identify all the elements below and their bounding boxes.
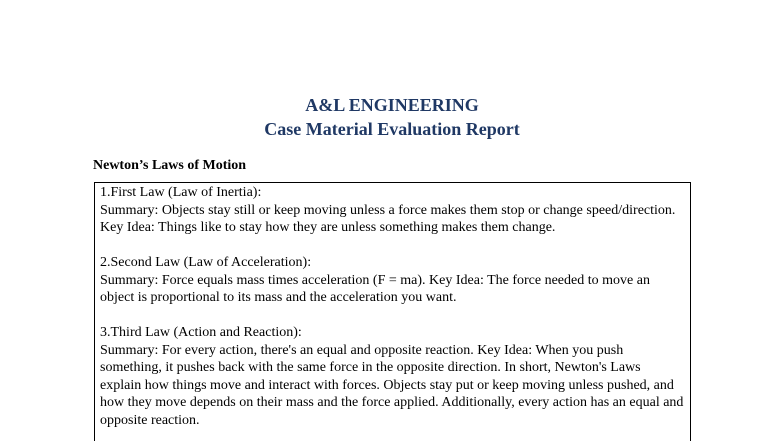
paragraph-spacer [100, 237, 685, 255]
law-2-title: 2.Second Law (Law of Acceleration): [100, 255, 312, 270]
report-title: Case Material Evaluation Report [264, 119, 520, 139]
laws-content-box [94, 182, 691, 441]
section-heading: Newton’s Laws of Motion [93, 158, 247, 173]
law-1-summary: Summary: Objects stay still or keep moving unless a force makes them stop or change speed/direction. Key Idea: Things like to stay how they are unless something makes them change. [100, 202, 676, 235]
company-name: A&L ENGINEERING [305, 95, 479, 115]
paragraph-spacer [100, 307, 685, 325]
law-1-title: 1.First Law (Law of Inertia): [100, 185, 262, 200]
law-2-summary: Summary: Force equals mass times acceleration (F = ma). Key Idea: The force needed to move an object is proportional to its mass and the acceleration you want. [100, 272, 650, 305]
law-3-summary: Summary: For every action, there's an equal and opposite reaction. Key Idea: When you push something, it pushes back with the same force in the opposite direction. In short, Newton's Laws explain how things move and interact with forces. Objects stay put or keep moving unless pushed, and how they move depends on their mass and the force applied. Additionally, every action has an equal and opposite reaction. [100, 342, 684, 428]
law-3-title: 3.Third Law (Action and Reaction): [100, 325, 302, 340]
